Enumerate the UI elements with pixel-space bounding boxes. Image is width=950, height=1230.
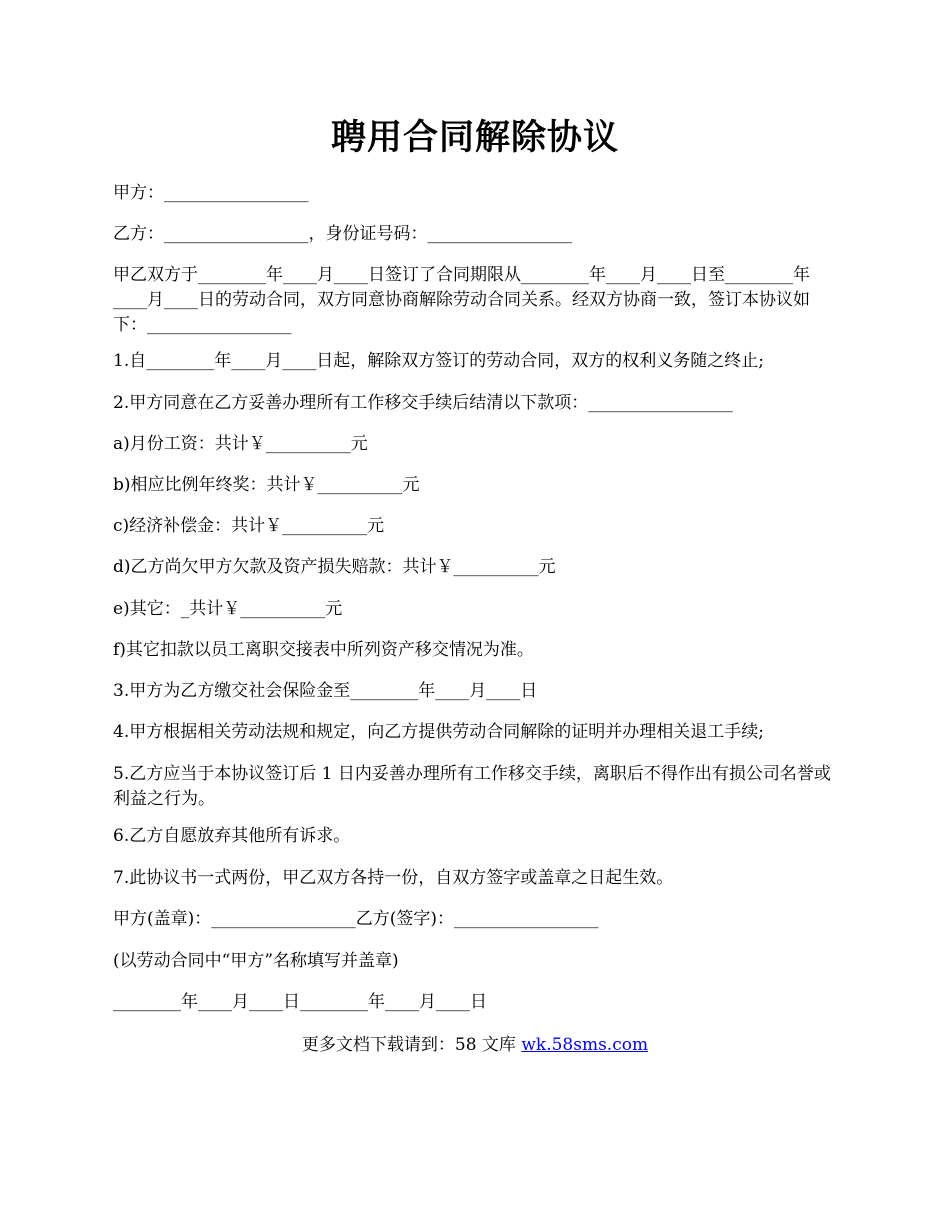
footer-link[interactable]: wk.58sms.com [521, 1035, 649, 1055]
footer [0, 1033, 950, 1058]
clause-6: 6.乙方自愿放弃其他所有诉求。 [113, 826, 351, 846]
clause-1: 1.自________年____月____日起，解除双方签订的劳动合同，双方的权利义务随之终止; [113, 351, 764, 371]
document-title: 聘用合同解除协议 [330, 118, 619, 158]
preamble-paragraph: 甲乙双方于________年____月____日签订了合同期限从________年____月____日至________年____月____日的劳动合同，双方同意协商解除劳动合同关系。经双方协商一致，签订本协议如下：_________________ [113, 265, 810, 335]
item-c: c)经济补偿金：共计￥__________元 [113, 516, 385, 536]
footer-text: 更多文档下载请到：58 文库 [301, 1035, 522, 1055]
item-f: f)其它扣款以员工离职交接表中所列资产移交情况为准。 [113, 640, 534, 660]
item-e: e)其它：_共计￥__________元 [113, 599, 343, 619]
item-b: b)相应比例年终奖：共计￥__________元 [113, 475, 420, 495]
clause-2: 2.甲方同意在乙方妥善办理所有工作移交手续后结清以下款项：_________________ [113, 393, 733, 413]
clause-4: 4.甲方根据相关劳动法规和规定，向乙方提供劳动合同解除的证明并办理相关退工手续; [113, 722, 764, 742]
party-b-line: 乙方：_________________，身份证号码：_________________ [113, 224, 572, 244]
seal-note: (以劳动合同中“甲方”名称填写并盖章) [113, 951, 399, 971]
clause-7: 7.此协议书一式两份，甲乙双方各持一份，自双方签字或盖章之日起生效。 [113, 868, 674, 888]
clause-5: 5.乙方应当于本协议签订后 1 日内妥善办理所有工作移交手续，离职后不得作出有损公司名誉或利益之行为。 [113, 764, 831, 809]
item-a: a)月份工资：共计￥__________元 [113, 434, 368, 454]
item-d: d)乙方尚欠甲方欠款及资产损失赔款：共计￥__________元 [113, 557, 556, 577]
party-a-line: 甲方：_________________ [113, 183, 309, 203]
signature-line: 甲方(盖章)：_________________乙方(签字)：_________________ [113, 909, 599, 929]
date-line: ________年____月____日________年____月____日 [113, 992, 487, 1012]
clause-3: 3.甲方为乙方缴交社会保险金至________年____月____日 [113, 681, 538, 701]
